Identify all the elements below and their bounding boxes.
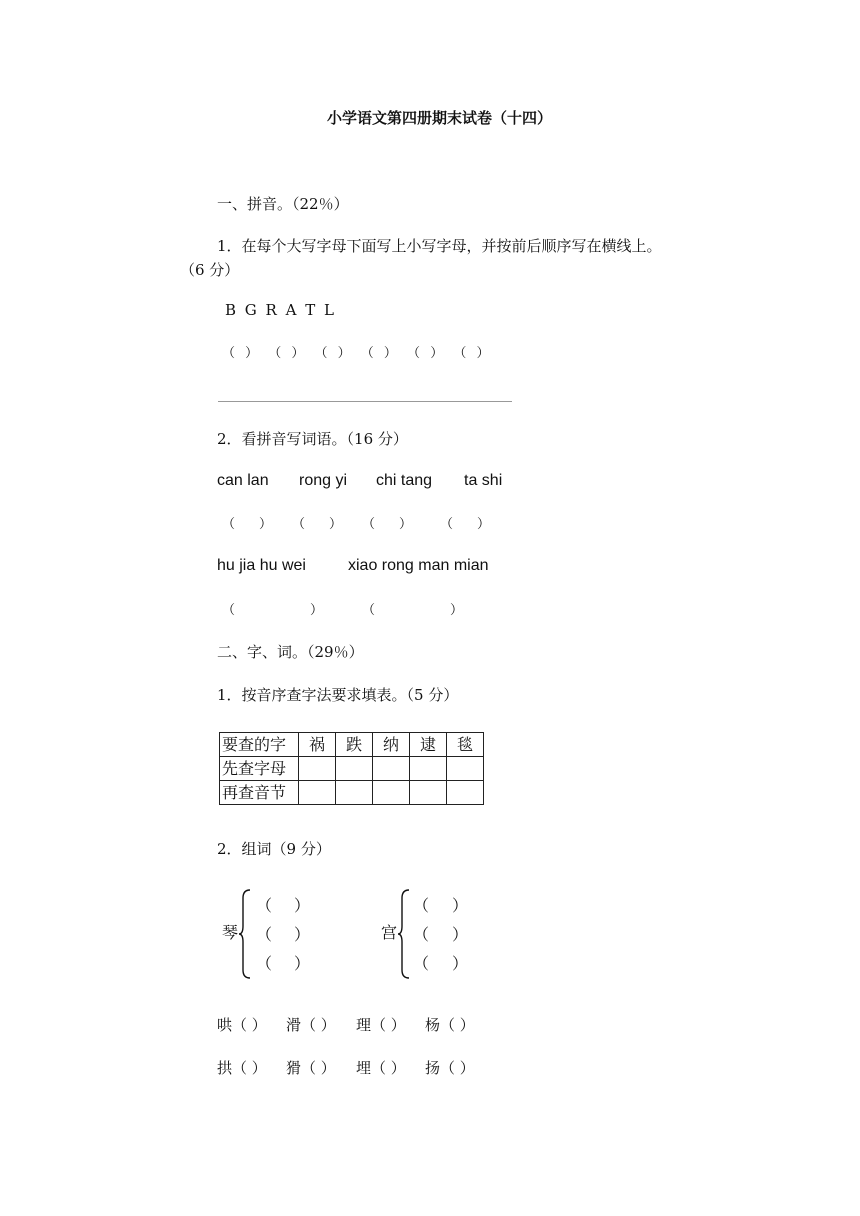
table-char: 纳 — [373, 733, 410, 757]
question-1-text: 1．在每个大写字母下面写上小写字母，并按前后顺序写在横线上。 — [217, 237, 662, 255]
table-cell[interactable] — [447, 781, 484, 805]
table-row — [220, 781, 484, 805]
table-char: 祸 — [299, 733, 336, 757]
paren-close: ） — [294, 954, 311, 973]
paren-open: （ — [413, 954, 430, 973]
blank-paren: ） — [310, 603, 324, 618]
paren-open: （ — [256, 954, 273, 973]
table-cell[interactable] — [299, 781, 336, 805]
section2-heading: 二、字、词。（29％） — [217, 643, 364, 661]
pinyin-word-4: ta shi — [464, 472, 503, 489]
pair-item: 杨（ ） — [425, 1016, 475, 1034]
blank-paren: （ — [362, 603, 376, 618]
paren-open: （ — [256, 925, 273, 944]
table-cell[interactable] — [373, 757, 410, 781]
table-header-label: 要查的字 — [220, 733, 299, 757]
pair-item: 猾（ ） — [286, 1059, 336, 1077]
pair-item: 理（ ） — [356, 1016, 406, 1034]
blank-paren: （ — [222, 517, 236, 532]
pinyin-word-3: chi tang — [376, 472, 433, 489]
blank-paren: ） — [399, 517, 413, 532]
section1-heading: 一、拼音。（22％） — [217, 195, 349, 213]
pair-item: 扬（ ） — [425, 1059, 475, 1077]
table-cell[interactable] — [410, 781, 447, 805]
paren-close: ） — [452, 925, 469, 944]
group-char-qin: 琴 — [222, 923, 239, 942]
section2-question-1: 1．按音序查字法要求填表。（5 分） — [217, 686, 459, 704]
pinyin-phrase-1: hu jia hu wei — [217, 557, 306, 574]
uppercase-letters: B G R A T L — [225, 301, 336, 319]
pinyin-phrase-2: xiao rong man mian — [348, 557, 489, 574]
paren-close: ） — [452, 896, 469, 915]
table-row-label: 先查字母 — [220, 757, 299, 781]
answer-line[interactable] — [218, 401, 512, 402]
table-cell[interactable] — [373, 781, 410, 805]
blank-paren: （ — [292, 517, 306, 532]
question-2-text: 2．看拼音写词语。（16 分） — [217, 430, 408, 448]
table-cell[interactable] — [336, 781, 373, 805]
left-brace — [238, 888, 252, 980]
section2-question-2: 2．组词（9 分） — [217, 840, 331, 858]
blank-paren: ） — [329, 517, 343, 532]
paren-open: （ — [413, 896, 430, 915]
group-char-gong: 宫 — [381, 923, 398, 942]
pair-item: 拱（ ） — [217, 1059, 267, 1077]
table-char: 逮 — [410, 733, 447, 757]
blank-paren: （ — [222, 603, 236, 618]
pair-item: 埋（ ） — [356, 1059, 406, 1077]
table-char: 跌 — [336, 733, 373, 757]
pair-item: 哄（ ） — [217, 1016, 267, 1034]
blank-paren: ） — [259, 517, 273, 532]
question-1-score: （6 分） — [180, 261, 240, 279]
pinyin-word-1: can lan — [217, 472, 269, 489]
pair-item: 滑（ ） — [286, 1016, 336, 1034]
paren-open: （ — [256, 896, 273, 915]
table-cell[interactable] — [447, 757, 484, 781]
left-brace — [397, 888, 411, 980]
blank-paren: （ — [440, 517, 454, 532]
page-title: 小学语文第四册期末试卷（十四） — [327, 109, 553, 127]
blank-paren: ） — [477, 517, 491, 532]
table-row — [220, 733, 484, 757]
lookup-table — [219, 732, 484, 805]
letter-blanks: （ ） （ ） （ ） （ ） （ ） （ ） — [222, 346, 490, 361]
table-cell[interactable] — [410, 757, 447, 781]
paren-close: ） — [294, 925, 311, 944]
blank-paren: （ — [362, 517, 376, 532]
blank-paren: ） — [450, 603, 464, 618]
table-row-label: 再查音节 — [220, 781, 299, 805]
paren-open: （ — [413, 925, 430, 944]
table-row — [220, 757, 484, 781]
pinyin-word-2: rong yi — [299, 472, 348, 489]
table-cell[interactable] — [299, 757, 336, 781]
table-char: 毯 — [447, 733, 484, 757]
table-cell[interactable] — [336, 757, 373, 781]
paren-close: ） — [452, 954, 469, 973]
paren-close: ） — [294, 896, 311, 915]
